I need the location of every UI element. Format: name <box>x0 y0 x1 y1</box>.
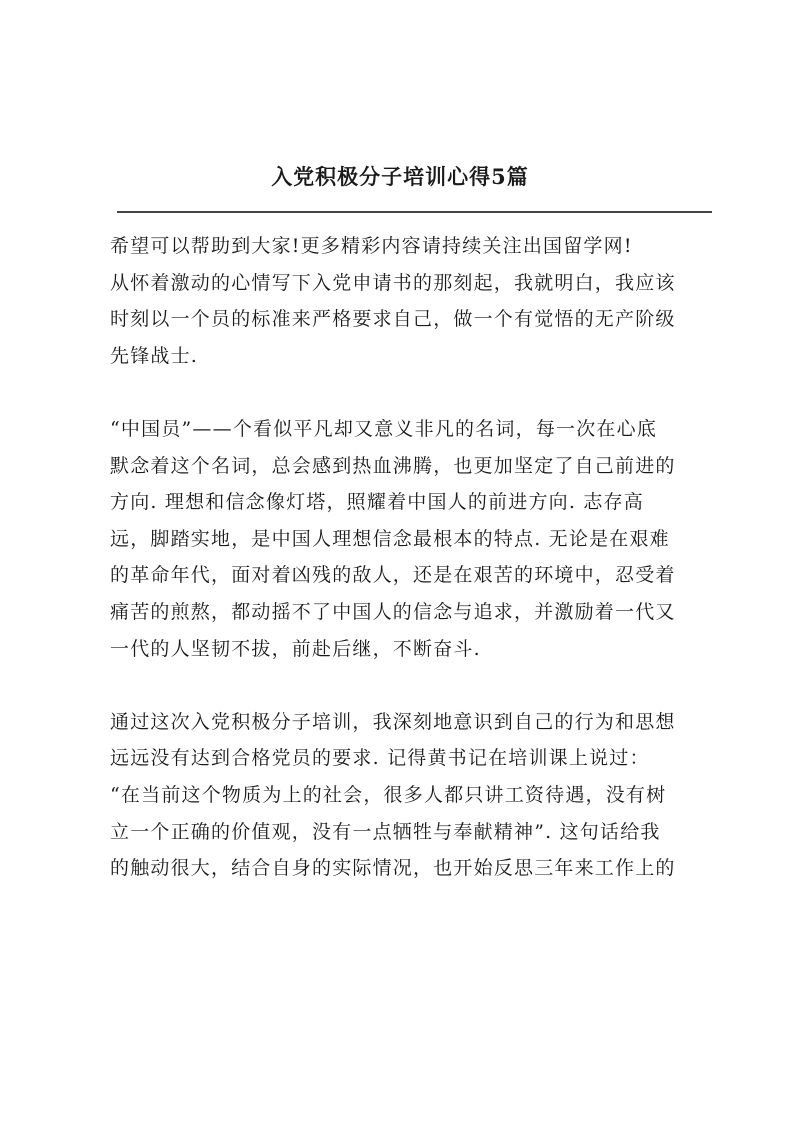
text-line: 痛苦的煎熬，都动摇不了中国人的信念与追求，并激励着一代又 <box>110 600 676 623</box>
text-line: 先锋战士. <box>110 344 199 367</box>
paragraph-spacer <box>110 667 715 704</box>
text-line: 远，脚踏实地，是中国人理想信念最根本的特点. 无论是在艰难 <box>110 527 670 550</box>
document-body <box>110 228 715 887</box>
text-line: 通过这次入党积极分子培训，我深刻地意识到自己的行为和思想 <box>110 710 676 733</box>
text-line: 的革命年代，面对着凶残的敌人，还是在艰苦的环境中，忍受着 <box>110 564 676 587</box>
text-line: 默念着这个名词，总会感到热血沸腾，也更加坚定了自己前进的 <box>110 454 676 477</box>
text-line: 方向. 理想和信念像灯塔，照耀着中国人的前进方向. 志存高 <box>110 491 644 514</box>
text-line: 立一个正确的价值观，没有一点牺牲与奉献精神”. 这句话给我 <box>110 820 661 843</box>
text-line: “在当前这个物质为上的社会，很多人都只讲工资待遇，没有树 <box>110 783 667 806</box>
text-line: 时刻以一个员的标准来严格要求自己，做一个有觉悟的无产阶级 <box>110 308 676 331</box>
intro-line: 希望可以帮助到大家!更多精彩内容请持续关注出国留学网! <box>110 235 633 257</box>
paragraph-3 <box>110 704 715 887</box>
text-line: 的触动很大，结合自身的实际情况，也开始反思三年来工作上的 <box>110 857 676 880</box>
document-title: 入党积极分子培训心得5篇 <box>271 164 529 189</box>
paragraph-1 <box>110 265 715 375</box>
title-divider <box>117 211 712 213</box>
text-line: 从怀着激动的心情写下入党申请书的那刻起，我就明白，我应该 <box>110 271 676 294</box>
text-line: “中国员”——个看似平凡却又意义非凡的名词，每一次在心底 <box>110 417 658 440</box>
text-line: 远远没有达到合格党员的要求. 记得黄书记在培训课上说过： <box>110 747 650 770</box>
text-line: 一代的人坚韧不拔，前赴后继，不断奋斗. <box>110 637 481 660</box>
paragraph-2 <box>110 411 715 667</box>
paragraph-spacer <box>110 374 715 411</box>
